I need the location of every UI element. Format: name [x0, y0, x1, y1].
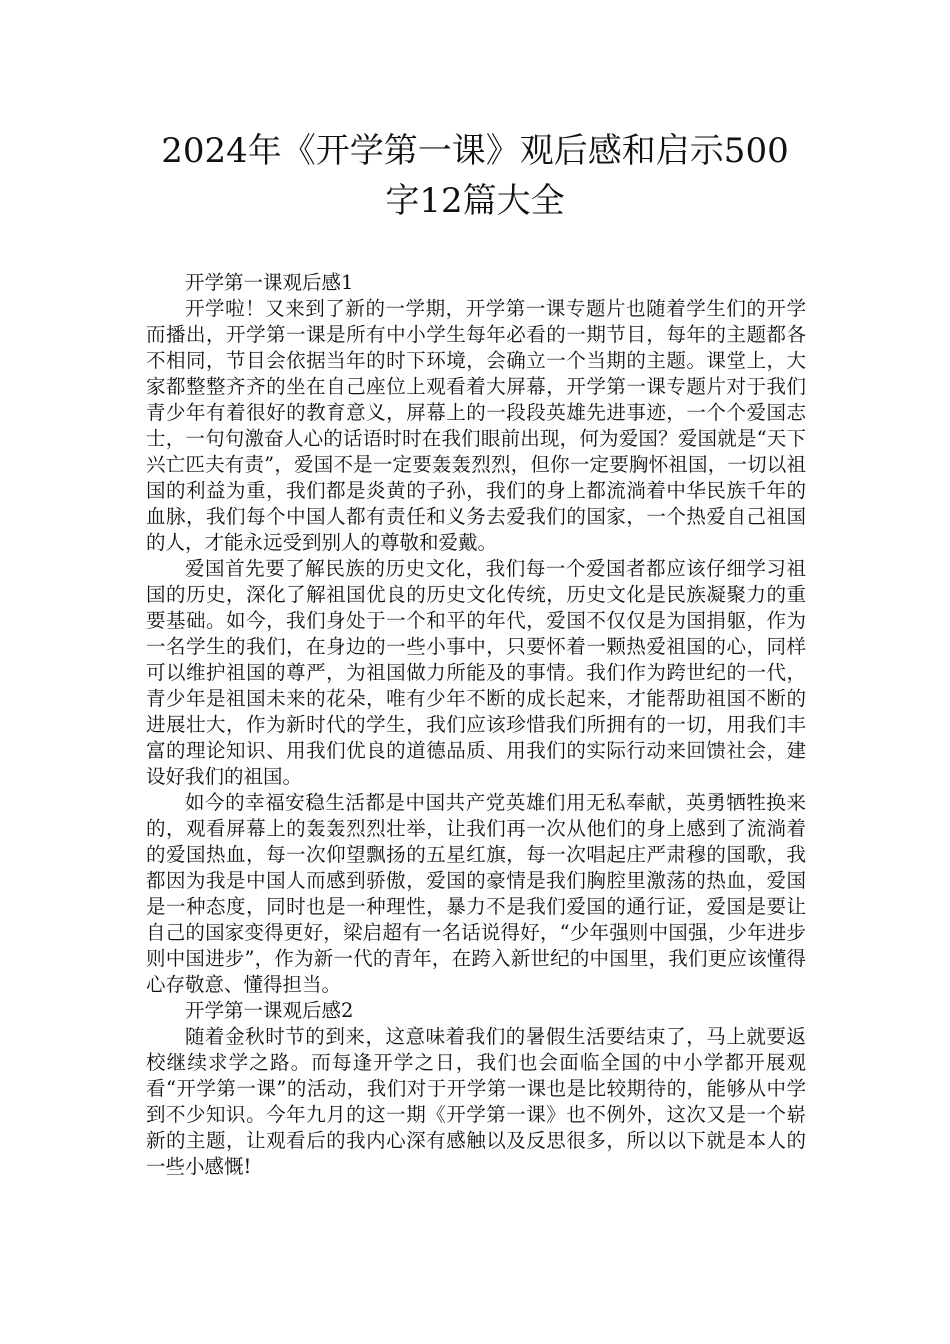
- section-heading-1: 开学第一课观后感1: [185, 271, 354, 294]
- body-paragraph: 随着金秋时节的到来，这意味着我们的暑假生活要结束了，马上就要返校继续求学之路。而每逢开学之日，我们也会面临全国的中小学都开展观看“开学第一课”的活动，我们对于开学第一课也是比较期待的，能够从中学到不少知识。今年九月的这一期《开学第一课》也不例外，这次又是一个崭新的主题，让观看后的我内心深有感触以及反思很多，所以以下就是本人的一些小感慨!: [146, 1025, 806, 1178]
- document-body: [146, 270, 806, 1180]
- document-title: [100, 126, 850, 226]
- title-line-2: 字12篇大全: [385, 181, 565, 221]
- body-paragraph: 开学啦！又来到了新的一学期，开学第一课专题片也随着学生们的开学而播出，开学第一课是所有中小学生每年必看的一期节目，每年的主题都各不相同，节目会依据当年的时下环境，会确立一个当期的主题。课堂上，大家都整整齐齐的坐在自己座位上观看着大屏幕，开学第一课专题片对于我们青少年有着很好的教育意义，屏幕上的一段段英雄先进事迹，一个个爱国志士，一句句激奋人心的话语时时在我们眼前出现，何为爱国？爱国就是“天下兴亡匹夫有责”，爱国不是一定要轰轰烈烈，但你一定要胸怀祖国，一切以祖国的利益为重，我们都是炎黄的子孙，我们的身上都流淌着中华民族千年的血脉，我们每个中国人都有责任和义务去爱我们的国家，一个热爱自己祖国的人，才能永远受到别人的尊敬和爱戴。: [146, 297, 806, 554]
- body-paragraph: 如今的幸福安稳生活都是中国共产党英雄们用无私奉献，英勇牺牲换来的，观看屏幕上的轰轰烈烈壮举，让我们再一次从他们的身上感到了流淌着的爱国热血，每一次仰望飘扬的五星红旗，每一次唱起庄严肃穆的国歌，我都因为我是中国人而感到骄傲，爱国的豪情是我们胸腔里激荡的热血，爱国是一种态度，同时也是一种理性，暴力不是我们爱国的通行证，爱国是要让自己的国家变得更好，梁启超有一名话说得好，“少年强则中国强，少年进步则中国进步”，作为新一代的青年，在跨入新世纪的中国里，我们更应该懂得心存敬意、懂得担当。: [146, 791, 806, 996]
- section-heading-2: 开学第一课观后感2: [185, 999, 354, 1022]
- title-line-1: 2024年《开学第一课》观后感和启示500: [161, 131, 789, 171]
- body-paragraph: 爱国首先要了解民族的历史文化，我们每一个爱国者都应该仔细学习祖国的历史，深化了解祖国优良的历史文化传统，历史文化是民族凝聚力的重要基础。如今，我们身处于一个和平的年代，爱国不仅仅是为国捐躯，作为一名学生的我们，在身边的一些小事中，只要怀着一颗热爱祖国的心，同样可以维护祖国的尊严，为祖国做力所能及的事情。我们作为跨世纪的一代，青少年是祖国未来的花朵，唯有少年不断的成长起来，才能帮助祖国不断的进展壮大，作为新时代的学生，我们应该珍惜我们所拥有的一切，用我们丰富的理论知识、用我们优良的道德品质、用我们的实际行动来回馈社会，建设好我们的祖国。: [146, 557, 806, 788]
